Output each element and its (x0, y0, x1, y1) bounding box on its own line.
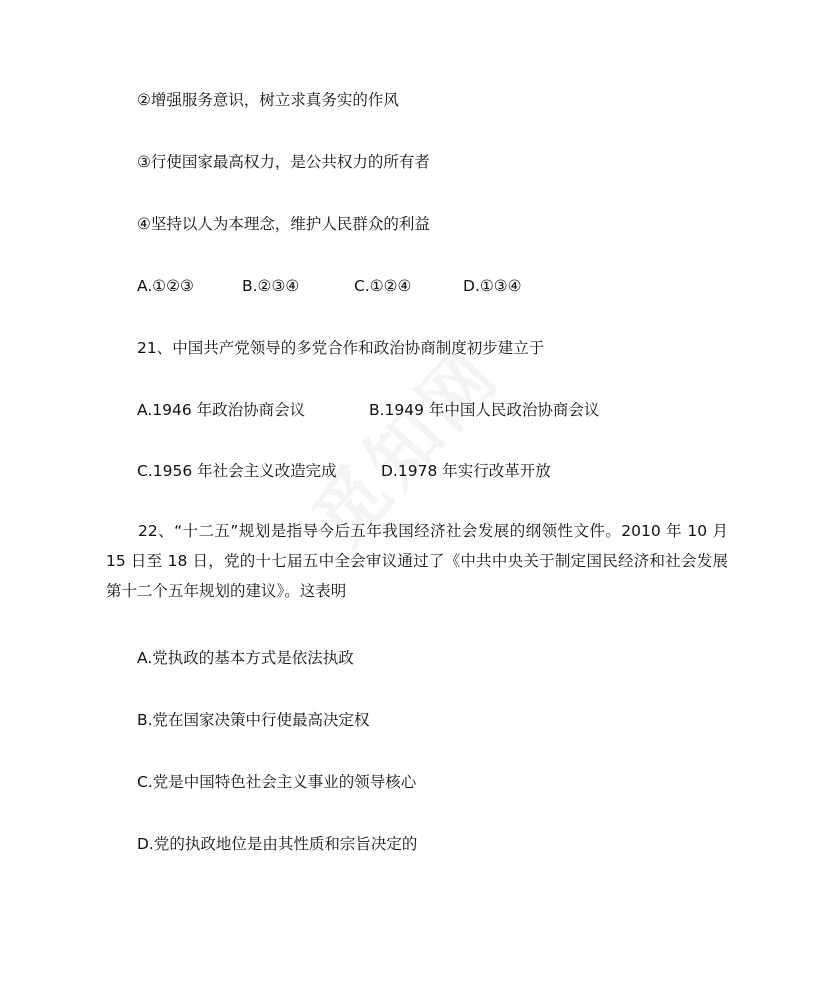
q22-option-d: D.党的执政地位是由其性质和宗旨决定的 (137, 835, 418, 853)
statement-3: ③行使国家最高权力，是公共权力的所有者 (137, 153, 430, 171)
q21-option-d: D.1978 年实行改革开放 (381, 462, 551, 480)
statement-2: ②增强服务意识，树立求真务实的作风 (137, 91, 399, 109)
q20-option-b: B.②③④ (242, 277, 300, 295)
q22-stem: 22、“十二五”规划是指导今后五年我国经济社会发展的纲领性文件。2010 年 10 月 15 日至 18 日，党的十七届五中全会审议通过了《中共中央关于制定国民经济和社会发展第十二个五年规划的建议》。这表明 (106, 522, 728, 600)
q21-option-c: C.1956 年社会主义改造完成 (137, 462, 337, 480)
q21-option-b: B.1949 年中国人民政治协商会议 (369, 401, 600, 419)
q20-option-d: D.①③④ (463, 277, 522, 295)
q21-option-a: A.1946 年政治协商会议 (137, 401, 306, 419)
q20-option-c: C.①②④ (354, 277, 412, 295)
q22-option-c: C.党是中国特色社会主义事业的领导核心 (137, 773, 417, 791)
q21-stem: 21、中国共产党领导的多党合作和政治协商制度初步建立于 (137, 339, 545, 357)
statement-4: ④坚持以人为本理念，维护人民群众的利益 (137, 215, 430, 233)
q22-option-b: B.党在国家决策中行使最高决定权 (137, 711, 370, 729)
q22-option-a: A.党执政的基本方式是依法执政 (137, 649, 354, 667)
q20-option-a: A.①②③ (137, 277, 194, 295)
